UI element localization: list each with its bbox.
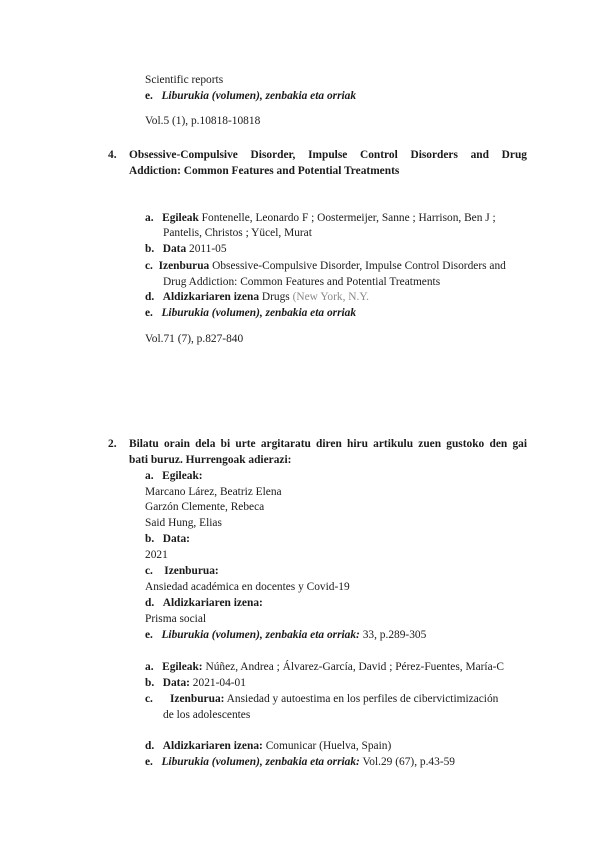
authors-field xyxy=(145,211,496,225)
author-item: Garzón Clemente, Rebeca xyxy=(145,501,265,513)
field-label: e. xyxy=(145,629,153,641)
volume-value: Vol.71 (7), p.827-840 xyxy=(145,333,244,345)
field-label: d. xyxy=(145,740,155,752)
field-label: b. xyxy=(145,243,155,255)
field-title: Aldizkariaren izena: xyxy=(162,597,263,609)
field-label: e. xyxy=(145,90,153,102)
field-label: e. xyxy=(145,756,153,768)
title-value-cont: de los adolescentes xyxy=(163,709,251,721)
journal-field xyxy=(145,739,391,753)
title-value: Ansiedad académica en docentes y Covid-19 xyxy=(145,581,350,593)
author-item: Said Hung, Elias xyxy=(145,517,222,529)
field-title: Izenburua: xyxy=(170,693,225,705)
volume-value: Vol.5 (1), p.10818-10818 xyxy=(145,115,261,127)
field-title: Liburukia (volumen), zenbakia eta orriak xyxy=(161,307,357,319)
title-field xyxy=(145,259,506,273)
date-field xyxy=(145,242,227,256)
date-field xyxy=(145,676,246,690)
volume-field xyxy=(145,89,356,103)
authors-field xyxy=(145,469,203,483)
title-value: Ansiedad y autoestima en los perfiles de cibervictimización xyxy=(226,693,499,705)
journal-name: Scientific reports xyxy=(145,74,224,86)
field-title: Egileak xyxy=(162,212,199,224)
author-item: Marcano Lárez, Beatriz Elena xyxy=(145,486,282,498)
field-label: d. xyxy=(145,291,155,303)
field-label: b. xyxy=(145,677,155,689)
question-text-cont: bati buruz. Hurrengoak adierazi: xyxy=(129,454,292,466)
journal-value: Drugs xyxy=(261,291,290,303)
question-number: 2. xyxy=(108,438,117,450)
date-field xyxy=(145,532,190,546)
date-value: 2021-04-01 xyxy=(192,677,246,689)
volume-field xyxy=(145,306,356,320)
journal-value: Comunicar (Huelva, Spain) xyxy=(265,740,392,752)
field-title: Izenburua xyxy=(158,260,210,272)
field-title: Data xyxy=(162,243,187,255)
title-field xyxy=(145,692,498,706)
field-label: a. xyxy=(145,470,154,482)
field-title: Izenburua: xyxy=(164,565,219,577)
field-label: b. xyxy=(145,533,155,545)
field-label: d. xyxy=(145,597,155,609)
authors-value-cont: Pantelis, Christos ; Yücel, Murat xyxy=(163,227,312,239)
field-title: Liburukia (volumen), zenbakia eta orriak: xyxy=(161,756,360,768)
field-label: a. xyxy=(145,212,154,224)
field-title: Aldizkariaren izena: xyxy=(162,740,263,752)
authors-value: Fontenelle, Leonardo F ; Oostermeijer, Sanne ; Harrison, Ben J ; xyxy=(201,212,496,224)
authors-value: Núñez, Andrea ; Álvarez-García, David ; Pérez-Fuentes, María-C xyxy=(205,661,505,673)
journal-value: Prisma social xyxy=(145,613,207,625)
field-title: Data: xyxy=(162,533,190,545)
field-title: Liburukia (volumen), zenbakia eta orriak: xyxy=(161,629,360,641)
volume-value: Vol.29 (67), p.43-59 xyxy=(362,756,456,768)
field-label: c. xyxy=(145,565,153,577)
field-title: Data: xyxy=(162,677,190,689)
title-value-cont: Drug Addiction: Common Features and Potential Treatments xyxy=(163,276,441,288)
article-title-cont: Addiction: Common Features and Potential Treatments xyxy=(129,165,400,177)
item-number: 4. xyxy=(108,149,117,161)
date-value: 2011-05 xyxy=(189,243,227,255)
journal-value-highlight: (New York, N.Y. xyxy=(292,291,369,303)
volume-field xyxy=(145,628,426,642)
journal-field xyxy=(145,290,369,304)
field-title: Aldizkariaren izena xyxy=(162,291,260,303)
question-text: Bilatu orain dela bi urte argitaratu diren hiru artikulu zuen gustoko den gai xyxy=(129,438,527,450)
authors-field xyxy=(145,660,504,674)
date-value: 2021 xyxy=(145,549,168,561)
field-title: Liburukia (volumen), zenbakia eta orriak xyxy=(161,90,357,102)
field-label: c. xyxy=(145,693,153,705)
article-title: Obsessive-Compulsive Disorder, Impulse Control Disorders and Drug xyxy=(129,149,527,161)
field-label: a. xyxy=(145,661,154,673)
journal-field xyxy=(145,596,263,610)
volume-value: 33, p.289-305 xyxy=(362,629,427,641)
title-value: Obsessive-Compulsive Disorder, Impulse Control Disorders and xyxy=(212,260,506,272)
field-label: e. xyxy=(145,307,153,319)
volume-field xyxy=(145,755,455,769)
field-title: Egileak: xyxy=(162,661,203,673)
field-label: c. xyxy=(145,260,153,272)
field-title: Egileak: xyxy=(162,470,203,482)
title-field xyxy=(145,564,219,578)
